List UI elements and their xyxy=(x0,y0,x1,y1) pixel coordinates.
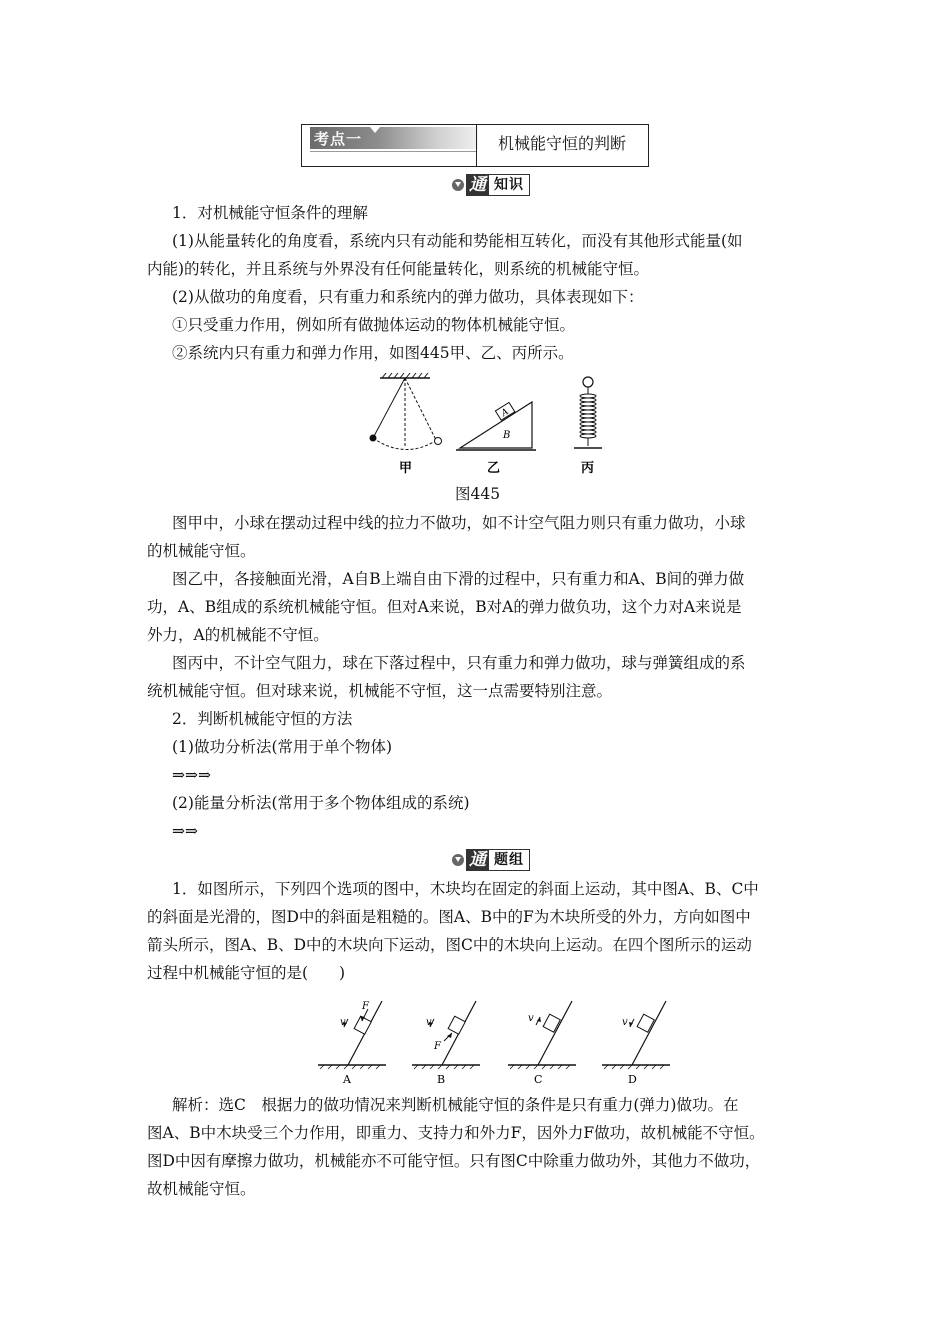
badge-main-text: 通 xyxy=(466,174,489,196)
paragraph-line: (1)做功分析法(常用于单个物体) xyxy=(172,738,393,756)
arrow-line: ⇒⇒ xyxy=(172,822,198,840)
paragraph-line: 功，A、B组成的系统机械能守恒。但对A来说，B对A的弹力做负功，这个力对A来说是 xyxy=(147,598,742,616)
section-badge-problems xyxy=(452,848,530,872)
option-a-label: A xyxy=(343,1073,351,1086)
paragraph-line: (2)能量分析法(常用于多个物体组成的系统) xyxy=(172,794,470,812)
paragraph-line: 的机械能守恒。 xyxy=(147,542,256,560)
answer-line: 故机械能守恒。 xyxy=(147,1180,256,1198)
paragraph-line: ①只受重力作用，例如所有做抛体运动的物体机械能守恒。 xyxy=(172,316,576,334)
option-d-diagram xyxy=(602,1001,670,1086)
badge-sub-text: 知识 xyxy=(489,174,530,196)
option-c-label: C xyxy=(534,1073,543,1086)
paragraph-line: 外力，A的机械能不守恒。 xyxy=(147,626,329,644)
tab-notch-icon xyxy=(370,127,380,133)
answer-line: 解析：选C 根据力的做功情况来判断机械能守恒的条件是只有重力(弹力)做功。在 xyxy=(172,1096,739,1114)
svg-text:v: v xyxy=(528,1013,534,1024)
topic-tab-label: 考点一 xyxy=(314,130,363,148)
figure-caption: 图445 xyxy=(455,485,501,503)
paragraph-line: 统机械能守恒。但对球来说，机械能不守恒，这一点需要特别注意。 xyxy=(147,682,613,700)
answer-line: 图D中因有摩擦力做功，机械能亦不可能守恒。只有图C中除重力做功外，其他力不做功， xyxy=(147,1152,761,1170)
svg-text:F: F xyxy=(362,1001,369,1012)
badge-sub-text: 题组 xyxy=(489,849,530,871)
label-bing: 丙 xyxy=(581,461,595,476)
knowledge-heading-1: 1．对机械能守恒条件的理解 xyxy=(172,204,368,222)
svg-text:v: v xyxy=(426,1017,432,1028)
header-divider xyxy=(476,125,477,166)
tab-underline xyxy=(310,151,476,152)
wedge-label-b: B xyxy=(503,430,511,441)
question-line: 1．如图所示，下列四个选项的图中，木块均在固定的斜面上运动，其中图A、B、C中 xyxy=(172,880,759,898)
answer-line: 图A、B中木块受三个力作用，即重力、支持力和外力F，因外力F做功，故机械能不守恒。 xyxy=(147,1124,765,1142)
svg-text:v: v xyxy=(622,1017,628,1028)
option-b-label: B xyxy=(437,1073,446,1086)
section-badge-knowledge xyxy=(452,173,530,197)
topic-title: 机械能守恒的判断 xyxy=(498,134,627,153)
knowledge-heading-2: 2．判断机械能守恒的方法 xyxy=(172,710,353,728)
paragraph-line: (2)从做功的角度看，只有重力和系统内的弹力做功，具体表现如下： xyxy=(172,288,644,306)
options-figure xyxy=(310,995,680,1090)
paragraph-line: (1)从能量转化的角度看，系统内只有动能和势能相互转化，而没有其他形式能量(如 xyxy=(172,232,743,250)
option-a-diagram xyxy=(318,1001,386,1086)
topic-header xyxy=(301,124,649,167)
svg-text:F: F xyxy=(434,1041,441,1052)
spring-diagram xyxy=(574,377,602,476)
block-label-a: A xyxy=(499,407,511,419)
arrow-line: ⇒⇒⇒ xyxy=(172,766,211,784)
label-yi: 乙 xyxy=(487,461,501,476)
badge-down-arrow-icon xyxy=(452,854,464,866)
question-line: 过程中机械能守恒的是( ) xyxy=(147,964,346,982)
question-line: 的斜面是光滑的，图D中的斜面是粗糙的。图A、B中的F为木块所受的外力，方向如图中 xyxy=(147,908,751,926)
svg-text:v: v xyxy=(340,1017,346,1028)
label-jia: 甲 xyxy=(399,461,413,476)
figure-445 xyxy=(360,372,620,482)
option-b-diagram xyxy=(412,1001,480,1086)
option-d-label: D xyxy=(628,1073,637,1086)
badge-down-arrow-icon xyxy=(452,179,464,191)
paragraph-line: 图甲中，小球在摆动过程中线的拉力不做功，如不计空气阻力则只有重力做功，小球 xyxy=(172,514,746,532)
badge-main-text: 通 xyxy=(466,849,489,871)
paragraph-line: ②系统内只有重力和弹力作用，如图445甲、乙、丙所示。 xyxy=(172,344,574,362)
paragraph-line: 图丙中，不计空气阻力，球在下落过程中，只有重力和弹力做功，球与弹簧组成的系 xyxy=(172,654,746,672)
incline-diagram xyxy=(456,402,536,476)
pendulum-diagram xyxy=(370,373,442,476)
topic-tab xyxy=(310,127,478,149)
paragraph-line: 图乙中，各接触面光滑，A自B上端自由下滑的过程中，只有重力和A、B间的弹力做 xyxy=(172,570,745,588)
option-c-diagram xyxy=(508,1001,576,1086)
paragraph-line: 内能)的转化，并且系统与外界没有任何能量转化，则系统的机械能守恒。 xyxy=(147,260,650,278)
question-line: 箭头所示，图A、B、D中的木块向下运动，图C中的木块向上运动。在四个图所示的运动 xyxy=(147,936,752,954)
